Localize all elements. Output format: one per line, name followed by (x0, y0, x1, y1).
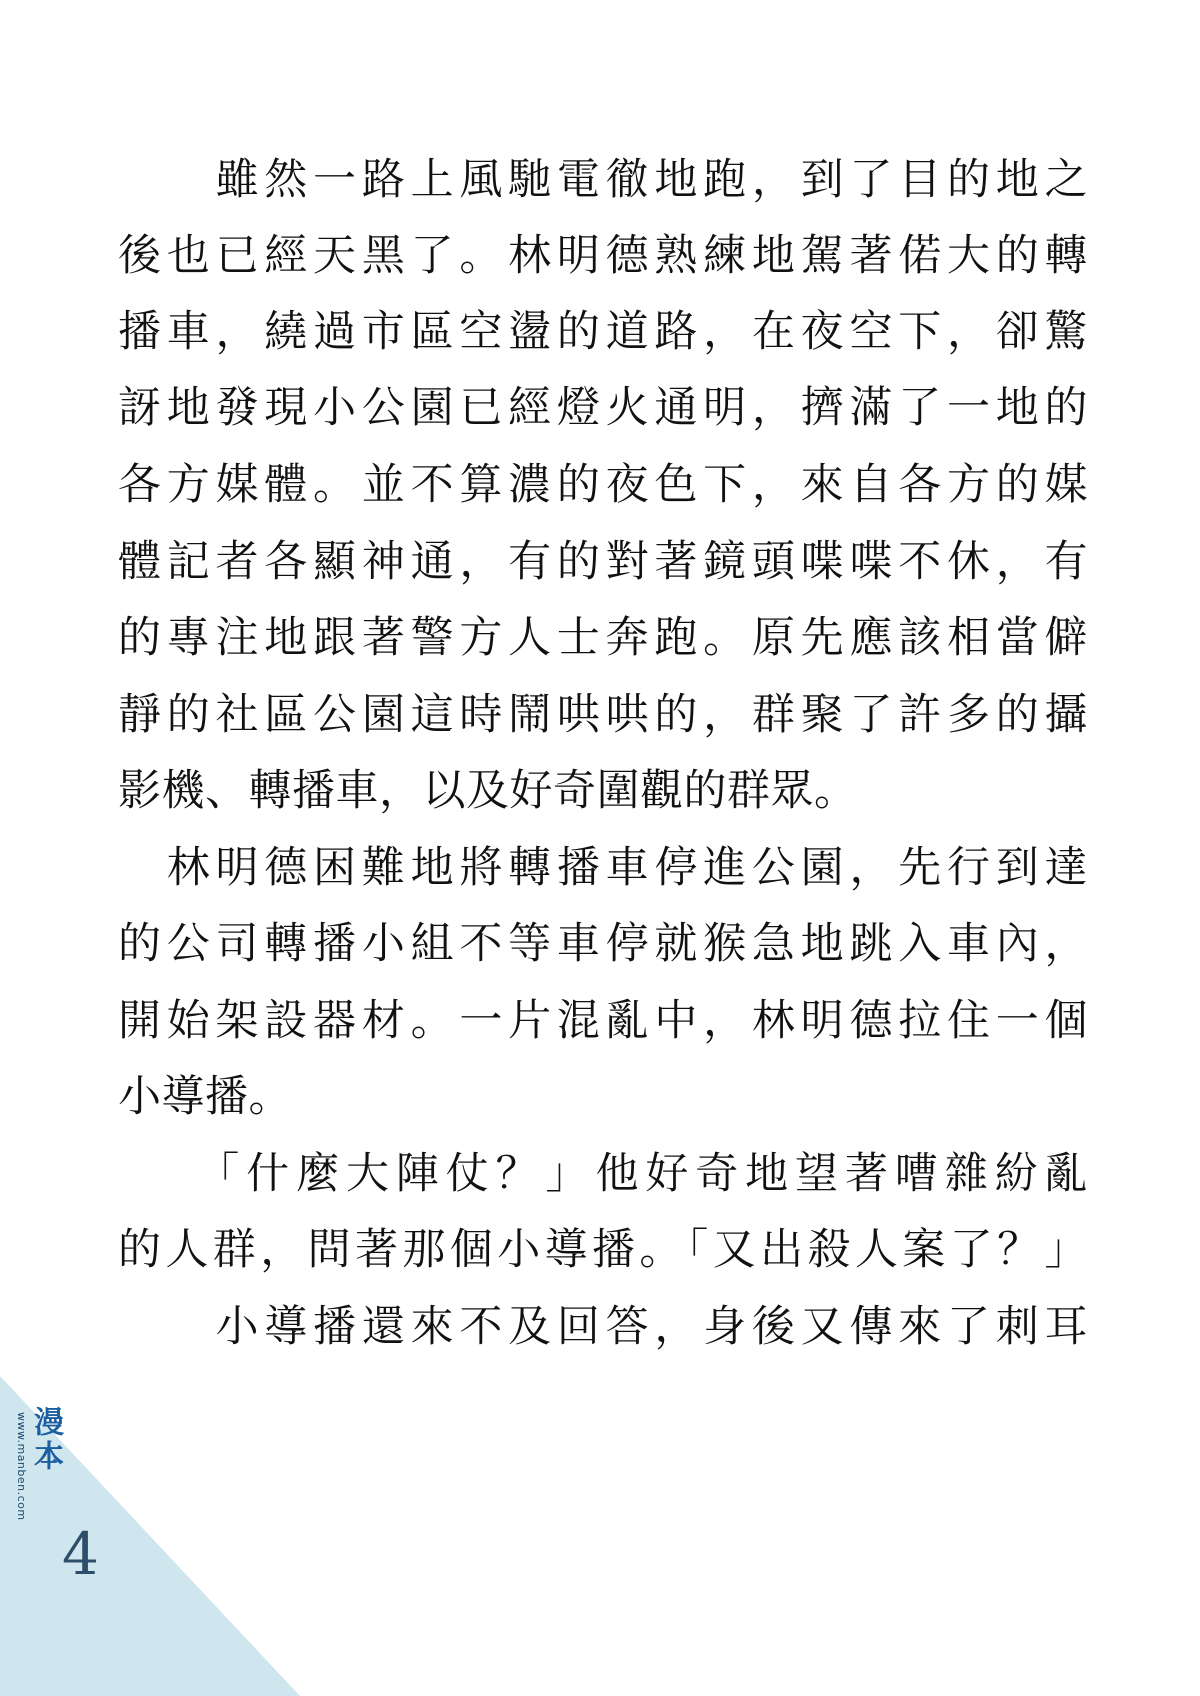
watermark-logo: 漫本 (28, 1406, 63, 1474)
page-number: 4 (62, 1520, 99, 1588)
text-line: 雖然一路上風馳電徹地跑，到了目的地之 (118, 155, 1088, 205)
text-line: 「什麼大陣仗？」他好奇地望著嘈雜紛亂 (118, 1149, 1088, 1199)
text-line: 開始架設器材。一片混亂中，林明德拉住一個 (118, 996, 1088, 1046)
text-line: 影機、轉播車，以及好奇圍觀的群眾。 (118, 766, 858, 816)
text-line: 小導播還來不及回答，身後又傳來了刺耳 (118, 1302, 1088, 1352)
watermark (10, 1406, 63, 1676)
watermark-url: www.manben.com (15, 1412, 28, 1521)
text-line: 體記者各顯神通，有的對著鏡頭喋喋不休，有 (118, 537, 1088, 587)
text-line: 訝地發現小公園已經燈火通明，擠滿了一地的 (118, 383, 1088, 433)
text-line: 的人群，問著那個小導播。「又出殺人案了？」 (118, 1225, 1088, 1275)
text-line: 播車，繞過市區空盪的道路，在夜空下，卻驚 (118, 307, 1088, 357)
text-line: 的專注地跟著警方人士奔跑。原先應該相當僻 (118, 613, 1088, 663)
text-line: 林明德困難地將轉播車停進公園，先行到達 (118, 843, 1088, 893)
text-line: 的公司轉播小組不等車停就猴急地跳入車內， (118, 919, 1088, 969)
text-line: 後也已經天黑了。林明德熟練地駕著偌大的轉 (118, 231, 1088, 281)
text-line: 各方媒體。並不算濃的夜色下，來自各方的媒 (118, 460, 1088, 510)
text-line: 小導播。 (118, 1072, 292, 1122)
text-line: 靜的社區公園這時鬧哄哄的，群聚了許多的攝 (118, 690, 1088, 740)
